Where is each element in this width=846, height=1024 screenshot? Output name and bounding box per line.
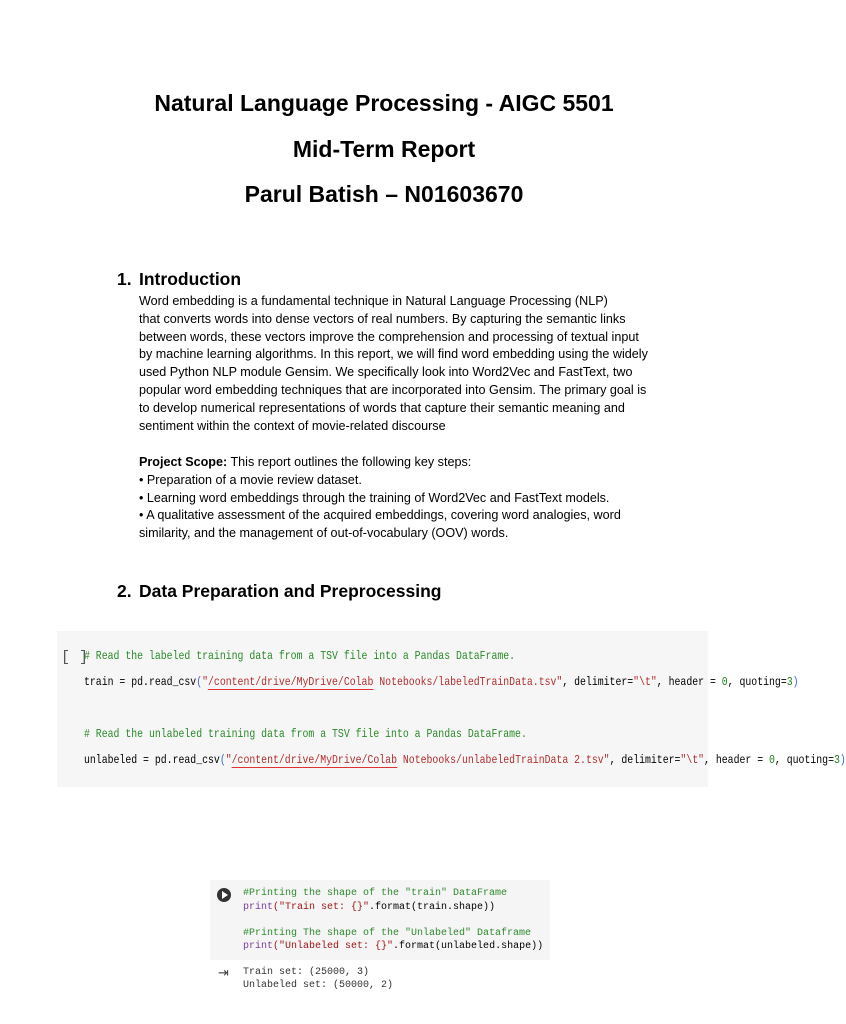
section-2-heading bbox=[117, 581, 441, 602]
code-path-token: /content/drive/MyDrive/Colab bbox=[231, 753, 397, 767]
output-line: Train set: (25000, 3) bbox=[243, 967, 370, 978]
introduction-paragraph bbox=[139, 293, 684, 435]
code-line-unlabeled bbox=[84, 753, 846, 767]
cell-run-bracket[interactable]: [ ] bbox=[61, 649, 89, 666]
code-token: train = pd.read_csv bbox=[84, 675, 197, 689]
output-line: Unlabeled set: (50000, 2) bbox=[243, 980, 394, 991]
code-line-train bbox=[84, 675, 799, 689]
code-token: 0 bbox=[721, 675, 728, 689]
code-token: , header = bbox=[704, 753, 770, 767]
code-comment: #Printing The shape of the "Unlabeled" Dataframe bbox=[243, 928, 532, 939]
scope-intro-line bbox=[139, 454, 684, 472]
code-token: ) bbox=[792, 675, 799, 689]
code-token: print bbox=[243, 902, 274, 913]
project-scope-paragraph bbox=[139, 454, 684, 543]
code-token: unlabeled = pd.read_csv bbox=[84, 753, 220, 767]
code-token: "\t" bbox=[680, 753, 705, 767]
paragraph-line: between words, these vectors improve the comprehension and processing of textual input bbox=[139, 329, 639, 344]
code-token: , delimiter= bbox=[562, 675, 634, 689]
code-comment: # Read the unlabeled training data from a TSV file into a Pandas DataFrame. bbox=[84, 727, 527, 741]
code-token: , quoting= bbox=[727, 675, 787, 689]
scope-bullet-continuation: similarity, and the management of out-of-vocabulary (OOV) words. bbox=[139, 526, 509, 541]
code-token: "\t" bbox=[633, 675, 657, 689]
section-1-number: 1. bbox=[117, 269, 132, 289]
code-path-token: /content/drive/MyDrive/Colab bbox=[208, 675, 374, 689]
code-line-print-unlabeled bbox=[243, 941, 543, 952]
code-token: ("Unlabeled set: {}" bbox=[273, 941, 394, 952]
paragraph-line: by machine learning algorithms. In this report, we will find word embedding using the widely bbox=[139, 347, 648, 362]
scope-bullet: • A qualitative assessment of the acquired embeddings, covering word analogies, word bbox=[139, 508, 621, 523]
section-1-heading bbox=[117, 269, 241, 290]
code-token: 3 bbox=[786, 675, 793, 689]
code-comment: # Read the labeled training data from a TSV file into a Pandas DataFrame. bbox=[84, 649, 516, 663]
code-comment: #Printing the shape of the "train" DataFrame bbox=[243, 888, 508, 899]
scope-bullet: • Learning word embeddings through the training of Word2Vec and FastText models. bbox=[139, 490, 610, 505]
code-cell-read-data bbox=[57, 631, 846, 787]
document-title: Natural Language Processing - AIGC 5501 bbox=[154, 90, 614, 116]
code-cell-print-shapes bbox=[210, 880, 550, 960]
section-2-title: Data Preparation and Preprocessing bbox=[139, 581, 442, 601]
code-token: , quoting= bbox=[774, 753, 834, 767]
run-cell-play-icon[interactable] bbox=[217, 888, 231, 902]
code-token: Notebooks/labeledTrainData.tsv" bbox=[373, 675, 563, 689]
code-token: .format(train.shape)) bbox=[369, 902, 496, 913]
code-token: ("Train set: {}" bbox=[273, 902, 370, 913]
code-token: ( bbox=[196, 675, 203, 689]
code-token: , header = bbox=[656, 675, 722, 689]
code-token: 3 bbox=[833, 753, 840, 767]
paragraph-line: used Python NLP module Gensim. We specifically look into Word2Vec and FastText, two bbox=[139, 365, 633, 380]
code-token: " bbox=[225, 753, 232, 767]
section-1-title: Introduction bbox=[139, 269, 242, 289]
code-token: , delimiter= bbox=[609, 753, 681, 767]
document-subtitle: Mid-Term Report bbox=[292, 136, 476, 162]
code-token: 0 bbox=[769, 753, 775, 767]
paragraph-line: to develop numerical representations of words that capture their semantic meaning and bbox=[139, 400, 625, 415]
section-2-number: 2. bbox=[117, 581, 132, 601]
code-token: ( bbox=[219, 753, 226, 767]
author-line: Parul Batish – N01603670 bbox=[244, 181, 524, 207]
code-line-print-train bbox=[243, 902, 495, 913]
code-token: Notebooks/unlabeledTrainData 2.tsv" bbox=[396, 753, 610, 767]
paragraph-line: that converts words into dense vectors of real numbers. By capturing the semantic links bbox=[139, 311, 626, 326]
code-token: " bbox=[202, 675, 209, 689]
paragraph-line: sentiment within the context of movie-related discourse bbox=[139, 418, 446, 433]
code-token: print bbox=[243, 941, 274, 952]
scope-label: Project Scope: bbox=[139, 455, 228, 469]
scope-bullet: • Preparation of a movie review dataset. bbox=[139, 472, 362, 487]
code-token: .format(unlabeled.shape)) bbox=[393, 941, 544, 952]
code-token: ) bbox=[839, 753, 846, 767]
paragraph-line: popular word embedding techniques that are incorporated into Gensim. The primary goal is bbox=[139, 382, 647, 397]
scope-intro: This report outlines the following key steps: bbox=[227, 455, 472, 469]
paragraph-line: Word embedding is a fundamental technique in Natural Language Processing (NLP) bbox=[139, 294, 608, 308]
output-arrow-icon: ⇥ bbox=[218, 966, 229, 981]
